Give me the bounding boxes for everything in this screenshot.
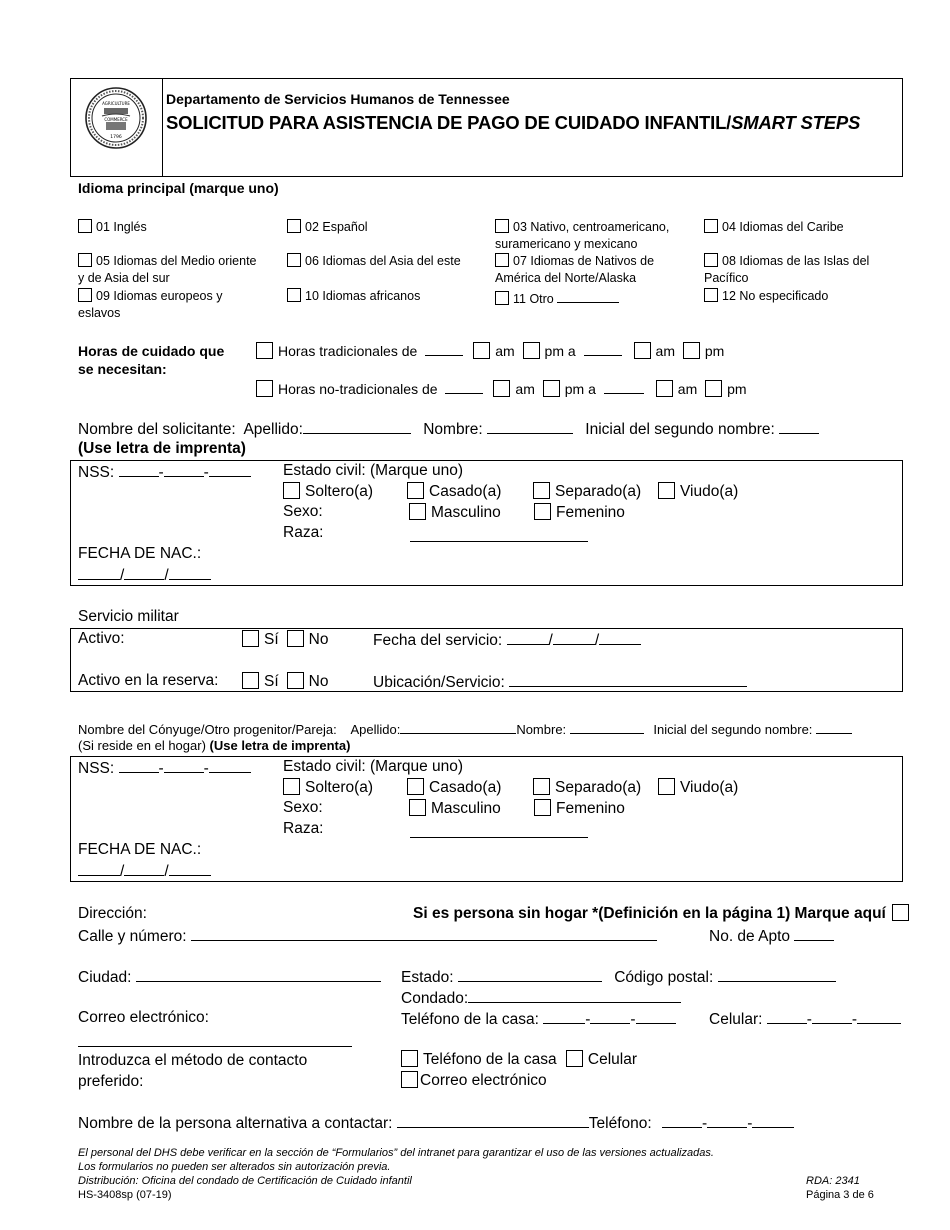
- cell-contact-checkbox[interactable]: [566, 1050, 583, 1067]
- applicant-marital-row: Soltero(a) Casado(a) Separado(a) Viudo(a): [283, 482, 738, 501]
- spouse-sex-row: Masculino Femenino: [409, 799, 625, 818]
- traditional-from-field[interactable]: [425, 341, 463, 356]
- nss-field[interactable]: [119, 758, 159, 773]
- home-phone-contact-checkbox[interactable]: [401, 1050, 418, 1067]
- service-date-field[interactable]: [553, 630, 595, 645]
- state-field[interactable]: [458, 967, 602, 982]
- homeless-checkbox[interactable]: [892, 904, 909, 921]
- language-option-06[interactable]: 06 Idiomas del Asia del este: [287, 253, 461, 268]
- checkbox-icon[interactable]: [283, 482, 300, 499]
- spouse-last-name-field[interactable]: [400, 719, 516, 734]
- checkbox-icon[interactable]: [287, 672, 304, 689]
- from-am-checkbox[interactable]: [493, 380, 510, 397]
- checkbox-icon[interactable]: [242, 672, 259, 689]
- spouse-dob-field[interactable]: / /: [78, 861, 211, 881]
- military-heading: Servicio militar: [78, 608, 179, 625]
- form-title-main: SOLICITUD PARA ASISTENCIA DE PAGO DE CUIDADO INFANTIL/: [166, 112, 732, 133]
- state-seal-icon: [84, 86, 148, 150]
- applicant-raza-field[interactable]: [410, 525, 588, 542]
- email-contact-checkbox[interactable]: [401, 1071, 418, 1088]
- language-option-09[interactable]: 09 Idiomas europeos y eslavos: [78, 289, 223, 320]
- to-pm-checkbox[interactable]: [705, 380, 722, 397]
- spouse-estado-civil-label: Estado civil: (Marque uno): [283, 758, 464, 775]
- nss-field[interactable]: [209, 758, 251, 773]
- applicant-print-note: (Use letra de imprenta): [78, 440, 246, 457]
- to-pm-checkbox[interactable]: [683, 342, 700, 359]
- traditional-to-field[interactable]: [584, 341, 622, 356]
- non-traditional-hours-checkbox[interactable]: [256, 380, 273, 397]
- checkbox-icon[interactable]: [704, 219, 718, 233]
- spouse-marital-row: Soltero(a) Casado(a) Separado(a) Viudo(a): [283, 778, 738, 797]
- home-phone-field[interactable]: [543, 1009, 585, 1024]
- form-id: HS-3408sp (07-19): [78, 1189, 172, 1201]
- form-title: [166, 112, 860, 134]
- non-traditional-to-field[interactable]: [604, 379, 644, 394]
- apartment-field[interactable]: [794, 926, 834, 941]
- non-traditional-from-field[interactable]: [445, 379, 483, 394]
- seal-bottom-text: COMMERCE: [104, 117, 128, 122]
- cell-phone-field[interactable]: [767, 1009, 807, 1024]
- email-field[interactable]: [78, 1030, 352, 1047]
- department-name: Departamento de Servicios Humanos de Tennessee: [166, 91, 510, 107]
- spouse-raza-label: Raza:: [283, 820, 324, 837]
- checkbox-icon[interactable]: [287, 253, 301, 267]
- applicant-first-name-field[interactable]: [487, 419, 573, 434]
- applicant-name-row: Nombre del solicitante: Apellido: Nombre: Inicial del segundo nombre:: [78, 419, 819, 439]
- nss-field[interactable]: [119, 462, 159, 477]
- applicant-fecha-label: FECHA DE NAC.:: [78, 545, 202, 562]
- applicant-last-name-field[interactable]: [303, 419, 411, 434]
- military-ubicacion: Ubicación/Servicio:: [373, 672, 747, 692]
- checkbox-icon[interactable]: [495, 253, 509, 267]
- from-am-checkbox[interactable]: [473, 342, 490, 359]
- language-option-04[interactable]: 04 Idiomas del Caribe: [704, 219, 844, 234]
- spouse-first-name-field[interactable]: [570, 719, 644, 734]
- home-phone-field[interactable]: [636, 1009, 676, 1024]
- checkbox-icon[interactable]: [534, 503, 551, 520]
- language-option-11[interactable]: 11 Otro: [495, 288, 619, 306]
- from-pm-checkbox[interactable]: [523, 342, 540, 359]
- applicant-initial-field[interactable]: [779, 419, 819, 434]
- checkbox-icon[interactable]: [287, 219, 301, 233]
- nss-field[interactable]: [164, 462, 204, 477]
- from-pm-checkbox[interactable]: [543, 380, 560, 397]
- contact-method-row-2: Correo electrónico: [401, 1071, 547, 1090]
- military-reserva-label: Activo en la reserva:: [78, 672, 219, 689]
- alternate-phone-field[interactable]: [662, 1113, 702, 1128]
- military-reserva-options: Sí No: [242, 672, 328, 691]
- contact-method-label: Introduzca el método de contacto preferido:: [78, 1052, 308, 1090]
- rda-number: RDA: 2341: [806, 1175, 860, 1187]
- checkbox-icon[interactable]: [78, 288, 92, 302]
- language-option-12[interactable]: 12 No especificado: [704, 288, 828, 303]
- service-date-field[interactable]: [507, 630, 549, 645]
- nss-field[interactable]: [209, 462, 251, 477]
- footer-line-1: El personal del DHS debe verificar en la sección de “Formularios” del intranet para garantizar el uso de las versiones actualizadas.: [78, 1147, 714, 1159]
- cell-phone-field[interactable]: [857, 1009, 901, 1024]
- checkbox-icon[interactable]: [242, 630, 259, 647]
- spouse-name-row: Nombre del Cónyuge/Otro progenitor/Pareja: Apellido: Nombre: Inicial del segundo nombre:: [78, 719, 852, 737]
- county-row: Condado:: [401, 988, 681, 1008]
- footer-line-3: Distribución: Oficina del condado de Certificación de Cuidado infantil: [78, 1175, 412, 1187]
- cell-phone-field[interactable]: [812, 1009, 852, 1024]
- checkbox-icon[interactable]: [533, 482, 550, 499]
- direccion-label: Dirección:: [78, 905, 147, 922]
- apartment-row: No. de Apto: [709, 926, 834, 946]
- checkbox-icon[interactable]: [658, 482, 675, 499]
- spouse-sexo-label: Sexo:: [283, 799, 323, 816]
- checkbox-icon[interactable]: [658, 778, 675, 795]
- applicant-estado-civil-label: Estado civil: (Marque uno): [283, 462, 464, 479]
- language-option-07[interactable]: 07 Idiomas de Nativos de América del Norte/Alaska: [495, 254, 655, 285]
- city-row: Ciudad:: [78, 967, 381, 987]
- language-option-10[interactable]: 10 Idiomas africanos: [287, 288, 420, 303]
- alternate-contact-field[interactable]: [397, 1113, 589, 1128]
- checkbox-icon[interactable]: [78, 219, 92, 233]
- applicant-raza-label: Raza:: [283, 524, 324, 541]
- seal-top-text: AGRICULTURE: [102, 101, 130, 106]
- language-option-02[interactable]: 02 Español: [287, 219, 368, 234]
- spouse-note-row: (Si reside en el hogar) (Use letra de imprenta): [78, 738, 351, 753]
- service-date-field[interactable]: [599, 630, 641, 645]
- checkbox-icon[interactable]: [409, 799, 426, 816]
- hours-label: Horas de cuidado que se necesitan:: [78, 343, 225, 377]
- military-fecha-servicio: Fecha del servicio: / /: [373, 630, 641, 650]
- homeless-row: Si es persona sin hogar *(Definición en la página 1) Marque aquí: [413, 904, 914, 923]
- to-am-checkbox[interactable]: [656, 380, 673, 397]
- city-field[interactable]: [136, 967, 381, 982]
- military-activo-label: Activo:: [78, 630, 125, 647]
- language-option-03[interactable]: 03 Nativo, centroamericano, suramericano y mexicano: [495, 220, 670, 251]
- traditional-hours-row: Horas tradicionales de am pm a am pm: [256, 341, 724, 359]
- alternate-phone-field[interactable]: [707, 1113, 747, 1128]
- checkbox-icon[interactable]: [533, 778, 550, 795]
- zip-field[interactable]: [718, 967, 836, 982]
- military-activo-options: Sí No: [242, 630, 328, 649]
- checkbox-icon[interactable]: [407, 778, 424, 795]
- checkbox-icon[interactable]: [283, 778, 300, 795]
- non-traditional-hours-row: Horas no-tradicionales de am pm a am pm: [256, 379, 747, 397]
- street-row: Calle y número:: [78, 926, 657, 946]
- seal-year-text: 1796: [110, 135, 122, 140]
- applicant-dob-field[interactable]: / /: [78, 565, 211, 585]
- checkbox-icon[interactable]: [704, 253, 718, 267]
- spouse-initial-field[interactable]: [816, 719, 852, 734]
- alternate-phone-field[interactable]: [752, 1113, 794, 1128]
- location-service-field[interactable]: [509, 672, 747, 687]
- nss-field[interactable]: [164, 758, 204, 773]
- other-language-field[interactable]: [557, 288, 619, 303]
- checkbox-icon[interactable]: [287, 630, 304, 647]
- language-option-08[interactable]: 08 Idiomas de las Islas del Pacífico: [704, 254, 870, 285]
- language-heading: Idioma principal (marque uno): [78, 180, 279, 196]
- language-option-01[interactable]: 01 Inglés: [78, 219, 147, 234]
- applicant-sex-row: Masculino Femenino: [409, 503, 625, 522]
- checkbox-icon[interactable]: [407, 482, 424, 499]
- checkbox-icon[interactable]: [287, 288, 301, 302]
- traditional-hours-checkbox[interactable]: [256, 342, 273, 359]
- applicant-nss: NSS: - -: [78, 462, 251, 482]
- county-field[interactable]: [468, 988, 681, 1003]
- spouse-fecha-label: FECHA DE NAC.:: [78, 841, 202, 858]
- page-number: Página 3 de 6: [806, 1189, 874, 1201]
- checkbox-icon[interactable]: [495, 291, 509, 305]
- alternate-contact-row: Nombre de la persona alternativa a contactar: Teléfono: - -: [78, 1113, 794, 1133]
- checkbox-icon[interactable]: [495, 219, 509, 233]
- email-label: Correo electrónico:: [78, 1009, 209, 1026]
- state-row: Estado: Código postal:: [401, 967, 836, 987]
- contact-method-row-1: Teléfono de la casa Celular: [401, 1050, 637, 1069]
- cell-phone-row: Celular: - -: [709, 1009, 901, 1029]
- checkbox-icon[interactable]: [534, 799, 551, 816]
- spouse-raza-field[interactable]: [410, 821, 588, 838]
- checkbox-icon[interactable]: [704, 288, 718, 302]
- home-phone-row: Teléfono de la casa: - -: [401, 1009, 676, 1029]
- footer-line-2: Los formularios no pueden ser alterados sin autorización previa.: [78, 1161, 391, 1173]
- checkbox-icon[interactable]: [409, 503, 426, 520]
- language-option-05[interactable]: 05 Idiomas del Medio oriente y de Asia del sur: [78, 254, 257, 285]
- applicant-sexo-label: Sexo:: [283, 503, 323, 520]
- home-phone-field[interactable]: [590, 1009, 630, 1024]
- to-am-checkbox[interactable]: [634, 342, 651, 359]
- spouse-nss: NSS: - -: [78, 758, 251, 778]
- form-title-italic: SMART STEPS: [731, 112, 861, 133]
- checkbox-icon[interactable]: [78, 253, 92, 267]
- street-field[interactable]: [191, 926, 657, 941]
